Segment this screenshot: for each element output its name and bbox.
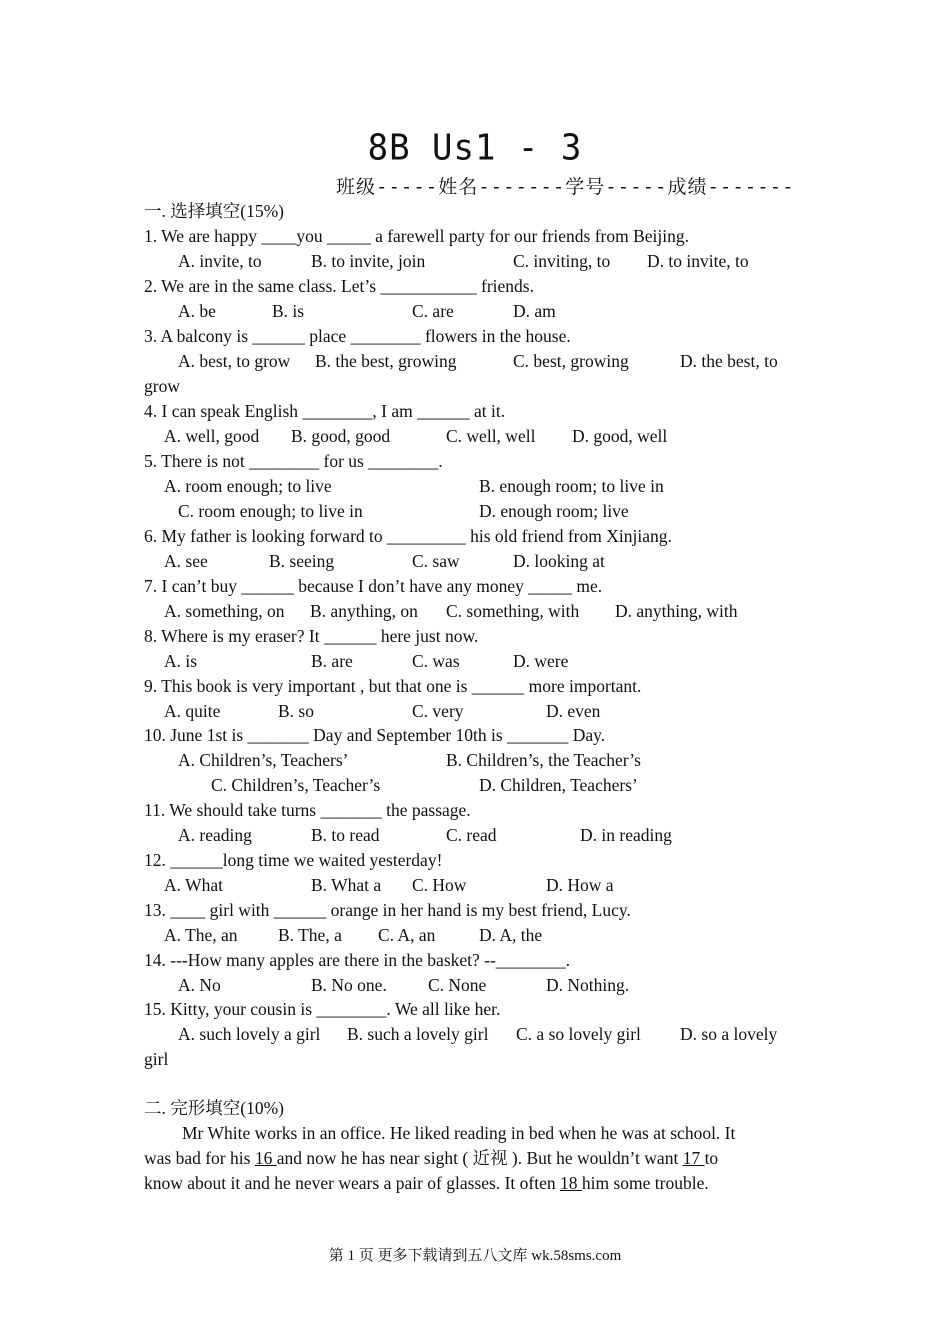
option-b: B. to read [311, 825, 380, 845]
option-b: B. enough room; to live in [479, 476, 664, 496]
question-stem: 14. ---How many apples are there in the basket? --________. [144, 950, 571, 970]
option-wrap: grow [144, 376, 180, 396]
question-stem: 4. I can speak English ________, I am ______ at it. [144, 401, 506, 421]
option-c: C. saw [412, 551, 460, 571]
option-a: A. well, good [164, 426, 260, 446]
option-d: D. anything, with [615, 601, 738, 621]
option-a: A. The, an [164, 925, 238, 945]
question-stem: 1. We are happy ____you _____ a farewell party for our friends from Beijing. [144, 226, 689, 246]
option-a: A. be [178, 301, 216, 321]
question-stem: 5. There is not ________ for us ________. [144, 451, 443, 471]
option-c: C. very [412, 701, 464, 721]
question-stem: 2. We are in the same class. Let’s ___________ friends. [144, 276, 534, 296]
question-stem: 10. June 1st is _______ Day and September 10th is _______ Day. [144, 725, 606, 745]
option-c: C. was [412, 651, 460, 671]
option-a: A. something, on [164, 601, 285, 621]
option-c: C. best, growing [513, 351, 629, 371]
cloze-blank-18: 18 [559, 1173, 582, 1193]
option-b: B. so [278, 701, 314, 721]
option-c: C. a so lovely girl [516, 1024, 641, 1044]
option-a: A. quite [164, 701, 221, 721]
option-b: B. anything, on [310, 601, 418, 621]
question-stem: 12. ______long time we waited yesterday! [144, 850, 443, 870]
cloze-text: and now he has near sight ( 近视 ). But he wouldn’t want [276, 1148, 683, 1168]
option-b: B. What a [311, 875, 382, 895]
option-b: B. the best, growing [315, 351, 457, 371]
cloze-text: was bad for his [144, 1148, 255, 1168]
option-d: D. Nothing. [546, 975, 630, 995]
option-a: A. room enough; to live [164, 476, 332, 496]
question-stem: 9. This book is very important , but that one is ______ more important. [144, 676, 642, 696]
option-b: B. are [311, 651, 353, 671]
option-a: A. such lovely a girl [178, 1024, 321, 1044]
option-b: B. to invite, join [311, 251, 426, 271]
option-d: D. enough room; live [479, 501, 629, 521]
question-stem: 3. A balcony is ______ place ________ flowers in the house. [144, 326, 571, 346]
option-a: A. see [164, 551, 208, 571]
option-d: D. were [513, 651, 569, 671]
question-stem: 15. Kitty, your cousin is ________. We all like her. [144, 999, 501, 1019]
question-stem: 6. My father is looking forward to _________ his old friend from Xinjiang. [144, 526, 672, 546]
option-b: B. such a lovely girl [347, 1024, 489, 1044]
option-c: C. room enough; to live in [178, 501, 363, 521]
cloze-paragraph-line [144, 1172, 709, 1194]
option-c: C. are [412, 301, 454, 321]
option-c: C. read [446, 825, 497, 845]
option-d: D. Children, Teachers’ [479, 775, 638, 795]
question-stem: 13. ____ girl with ______ orange in her hand is my best friend, Lucy. [144, 900, 631, 920]
option-a: A. Children’s, Teachers’ [178, 750, 349, 770]
page-title: 8B Us1 - 3 [367, 127, 583, 169]
option-d: D. to invite, to [647, 251, 749, 271]
option-a: A. invite, to [178, 251, 262, 271]
section1-heading: 一. 选择填空(15%) [144, 201, 284, 221]
cloze-paragraph-line [144, 1147, 718, 1169]
option-c: C. A, an [378, 925, 436, 945]
question-stem: 8. Where is my eraser? It ______ here just now. [144, 626, 479, 646]
student-info-line: 班级-----姓名-------学号-----成绩------- [336, 176, 795, 198]
option-a: A. reading [178, 825, 252, 845]
option-d: D. am [513, 301, 556, 321]
option-d: D. looking at [513, 551, 605, 571]
option-b: B. Children’s, the Teacher’s [446, 750, 641, 770]
cloze-blank-17: 17 [682, 1148, 705, 1168]
option-d: D. How a [546, 875, 614, 895]
cloze-paragraph-line: Mr White works in an office. He liked reading in bed when he was at school. It [182, 1123, 736, 1143]
option-a: A. best, to grow [178, 351, 291, 371]
option-b: B. good, good [291, 426, 391, 446]
option-d: D. A, the [479, 925, 543, 945]
cloze-blank-16: 16 [254, 1148, 277, 1168]
option-c: C. well, well [446, 426, 536, 446]
option-c: C. None [428, 975, 487, 995]
question-stem: 11. We should take turns _______ the passage. [144, 800, 471, 820]
option-wrap: girl [144, 1049, 169, 1069]
cloze-text: know about it and he never wears a pair of glasses. It often [144, 1173, 560, 1193]
option-b: B. No one. [311, 975, 387, 995]
question-stem: 7. I can’t buy ______ because I don’t have any money _____ me. [144, 576, 603, 596]
option-a: A. What [164, 875, 223, 895]
section2-heading: 二. 完形填空(10%) [144, 1098, 284, 1118]
option-d: D. in reading [580, 825, 672, 845]
option-b: B. seeing [269, 551, 335, 571]
option-d: D. good, well [572, 426, 668, 446]
option-c: C. inviting, to [513, 251, 611, 271]
cloze-text: to [704, 1148, 719, 1168]
cloze-text: him some trouble. [581, 1173, 709, 1193]
option-b: B. The, a [278, 925, 342, 945]
option-d: D. even [546, 701, 601, 721]
page-footer: 第 1 页 更多下载请到五八文库 wk.58sms.com [328, 1248, 622, 1264]
option-a: A. is [164, 651, 198, 671]
option-c: C. Children’s, Teacher’s [211, 775, 381, 795]
option-c: C. How [412, 875, 467, 895]
option-b: B. is [272, 301, 305, 321]
option-a: A. No [178, 975, 221, 995]
option-c: C. something, with [446, 601, 580, 621]
option-d: D. the best, to [680, 351, 778, 371]
option-d: D. so a lovely [680, 1024, 778, 1044]
